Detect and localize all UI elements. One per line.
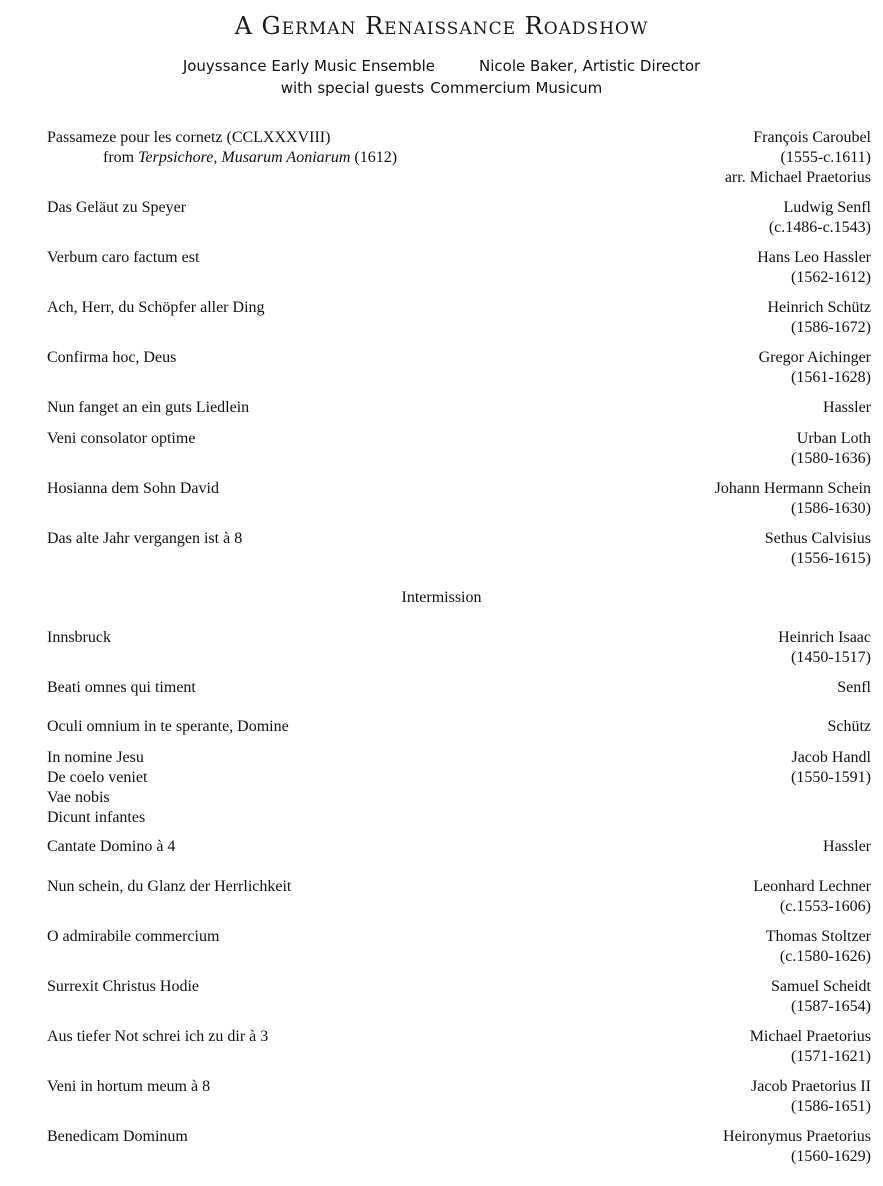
ensemble-name: Jouyssance Early Music Ensemble: [182, 57, 436, 75]
composer-name: Leonhard Lechner: [753, 878, 871, 895]
composer: [753, 877, 871, 917]
composer-dates: (1550-1591): [791, 769, 871, 786]
composer-name: Jacob Handl: [791, 749, 871, 766]
piece-title: Hosianna dem Sohn David: [47, 480, 219, 497]
composer-name: Senfl: [837, 679, 871, 696]
piece-title: Dicunt infantes: [47, 809, 146, 826]
piece-title: Benedicam Dominum: [47, 1128, 188, 1145]
piece-title: Veni consolator optime: [47, 430, 196, 447]
composer: [837, 678, 871, 698]
composer-name: Hassler: [823, 399, 871, 416]
composer-name: Michael Praetorius: [749, 1028, 871, 1045]
piece-title: Ach, Herr, du Schöpfer aller Ding: [47, 299, 265, 316]
composer: [751, 1077, 871, 1117]
piece-title: In nomine Jesu: [47, 749, 144, 766]
composer-name: François Caroubel: [753, 129, 871, 146]
piece-title: Nun schein, du Glanz der Herrlichkeit: [47, 878, 292, 895]
composer-dates: (c.1580-1626): [779, 948, 871, 965]
composer: [791, 429, 871, 469]
intermission-label: Intermission: [401, 589, 482, 606]
composer-name: Schütz: [827, 718, 871, 735]
composer-dates: (c.1553-1606): [779, 898, 871, 915]
composer: [823, 398, 871, 418]
piece-title: Nun fanget an ein guts Liedlein: [47, 399, 250, 416]
piece: [47, 128, 397, 168]
composer-name: Heironymus Praetorius: [723, 1128, 871, 1145]
composer-name: Heinrich Schütz: [767, 299, 871, 316]
piece-title: De coelo veniet: [47, 769, 148, 786]
piece-title: Vae nobis: [47, 789, 110, 806]
composer: [778, 628, 871, 668]
composer-name: Sethus Calvisius: [764, 530, 871, 547]
artistic-director: Nicole Baker, Artistic Director: [479, 57, 701, 75]
piece-title: Confirma hoc, Deus: [47, 349, 177, 366]
piece-title: Innsbruck: [47, 629, 111, 646]
piece-title: Das Geläut zu Speyer: [47, 199, 187, 216]
program-title: A German Renaissance Roadshow: [234, 12, 649, 40]
composer: [715, 479, 871, 519]
guests-prefix: with special guests: [280, 79, 425, 97]
piece-title: Oculi omnium in te sperante, Domine: [47, 718, 289, 735]
composer-dates: (1556-1615): [791, 550, 871, 567]
composer: [723, 1127, 871, 1167]
composer: [766, 927, 871, 967]
piece-title: O admirabile commercium: [47, 928, 220, 945]
piece-title: Passameze pour les cornetz (CCLXXXVIII): [47, 129, 331, 146]
composer: [771, 977, 871, 1017]
composer-name: Hans Leo Hassler: [757, 249, 871, 266]
composer-dates: (c.1486-c.1543): [768, 219, 871, 236]
piece-title: Surrexit Christus Hodie: [47, 978, 199, 995]
piece-title: Verbum caro factum est: [47, 249, 200, 266]
composer-name: Jacob Praetorius II: [751, 1078, 871, 1095]
composer-dates: (1586-1630): [791, 500, 871, 517]
composer: [767, 298, 871, 338]
composer: [769, 198, 871, 238]
composer-dates: (1586-1672): [791, 319, 871, 336]
composer: [823, 837, 871, 857]
composer: [750, 1027, 871, 1067]
composer-name: Urban Loth: [796, 430, 871, 447]
composer-dates: (1586-1651): [791, 1098, 871, 1115]
source-prefix: from: [103, 149, 139, 166]
composer-dates: (1555-c.1611): [780, 149, 871, 166]
piece-source: [47, 148, 397, 168]
composer-dates: (1561-1628): [791, 369, 871, 386]
source-title: Terpsichore, Musarum Aoniarum: [138, 149, 351, 166]
guests-line: [0, 79, 883, 97]
arranger: arr. Michael Praetorius: [724, 169, 871, 186]
composer-dates: (1587-1654): [791, 998, 871, 1015]
composer-name: Ludwig Senfl: [783, 199, 871, 216]
piece-title: Das alte Jahr vergangen ist à 8: [47, 530, 243, 547]
composer: [757, 248, 871, 288]
composer-dates: (1571-1621): [791, 1048, 871, 1065]
composer-name: Heinrich Isaac: [778, 629, 871, 646]
composer: [791, 748, 871, 788]
composer-name: Gregor Aichinger: [758, 349, 871, 366]
ensemble-line: [0, 57, 883, 75]
composer: [725, 128, 871, 188]
piece-title: Cantate Domino à 4: [47, 838, 176, 855]
piece-group: [47, 748, 147, 828]
guests-name: Commercium Musicum: [430, 79, 603, 97]
composer-name: Thomas Stoltzer: [765, 928, 871, 945]
composer: [765, 529, 871, 569]
composer-dates: (1450-1517): [791, 649, 871, 666]
composer-name: Hassler: [823, 838, 871, 855]
source-year: (1612): [350, 149, 398, 166]
composer-name: Johann Hermann Schein: [714, 480, 871, 497]
composer-dates: (1580-1636): [791, 450, 871, 467]
composer-name: Samuel Scheidt: [771, 978, 871, 995]
piece-title: Veni in hortum meum à 8: [47, 1078, 211, 1095]
composer-dates: (1560-1629): [791, 1148, 871, 1165]
piece-title: Beati omnes qui timent: [47, 679, 196, 696]
piece-title: Aus tiefer Not schrei ich zu dir à 3: [47, 1028, 269, 1045]
composer: [827, 717, 871, 737]
composer-dates: (1562-1612): [791, 269, 871, 286]
composer: [759, 348, 871, 388]
